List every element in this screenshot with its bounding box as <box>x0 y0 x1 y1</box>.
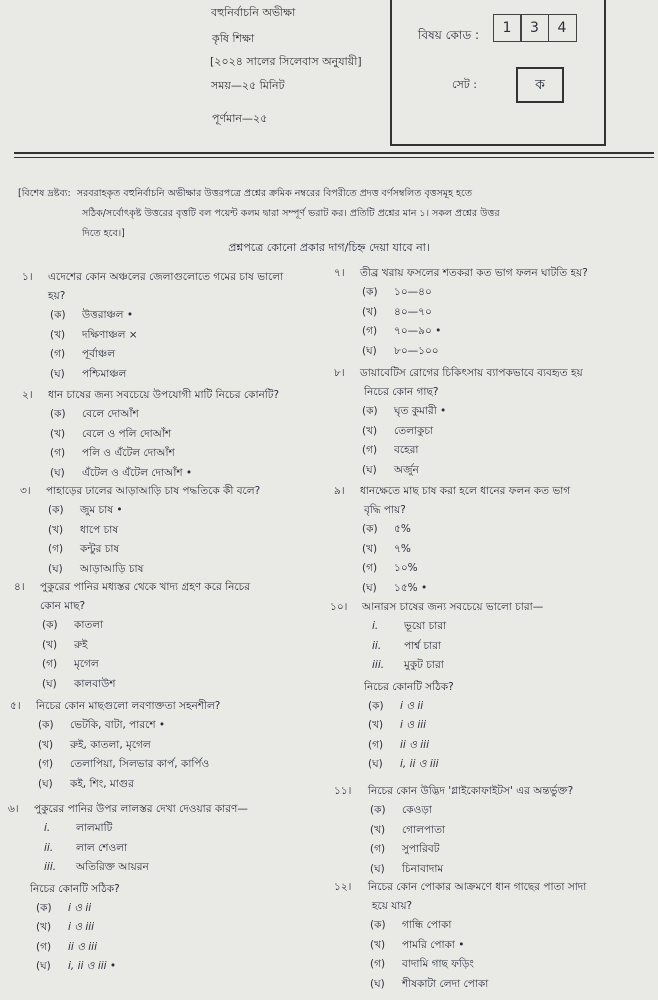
question-stem: পাহাড়ের ঢালের আড়াআড়ি চাষ পদ্ধতিকে কী বলে? <box>46 485 261 497</box>
option-kha: (খ) ৪০—৭০ <box>362 305 432 318</box>
question-6 <box>8 800 328 977</box>
option-ga: (গ) কন্টুর চাষ <box>48 543 120 556</box>
special-instructions <box>18 184 648 244</box>
statement-i: i. ভূয়ো চারা <box>372 620 447 633</box>
option-gha: (ঘ) ৮০—১০০ <box>362 344 439 357</box>
header-divider <box>14 152 654 154</box>
option-gha: (ঘ) এঁটেল ও এঁটেল দোআঁশ • <box>50 466 193 479</box>
question-number: ৩। <box>20 485 31 497</box>
option-ka: (ক) জুম চাষ • <box>48 504 123 517</box>
subject-code-label: বিষয় কোড : <box>418 28 480 42</box>
option-ka: (ক) ১০—৪০ <box>362 286 432 299</box>
option-ga: (গ) বাদামি গাছ ফড়িং <box>370 958 474 971</box>
exam-time: সময়—২৫ মিনিট <box>211 79 285 92</box>
question-ask: নিচের কোনটি সঠিক? <box>30 882 120 895</box>
option-ka: (ক) ভেটকি, বাটা, পারশে • <box>38 719 166 732</box>
question-stem: নিচের কোন মাছগুলো লবণাক্ততা সহনশীল? <box>36 700 221 712</box>
option-kha: (খ) i ও iii <box>36 921 95 934</box>
question-stem: হয়ে যায়? <box>372 900 413 912</box>
instructions-line-3: দিতে হবে।] <box>82 228 125 239</box>
instructions-line-2: সঠিক/সর্বোৎকৃষ্ট উত্তরের বৃত্তটি বল পয়েন্ট কলম দ্বারা সম্পূর্ণ ভরাট কর। প্রতিটি প্রশ্নের মান ১। সকল প্রশ্নের উত্তর <box>82 208 500 219</box>
question-stem: পুকুরের পানির উপর লালস্তর দেখা দেওয়ার কারণ— <box>34 803 248 815</box>
exam-type: বহুনির্বাচনি অভীক্ষা <box>211 6 296 19</box>
question-number: ১০। <box>330 601 348 613</box>
question-stem: কোন মাছ? <box>40 600 86 612</box>
option-kha: (খ) রুই, কাতলা, মৃগেল <box>38 738 151 751</box>
option-kha: (খ) দক্ষিণাঞ্চল × <box>50 328 138 341</box>
question-12 <box>334 878 654 994</box>
option-ga: (গ) তেলাপিয়া, সিলভার কার্প, কার্পিও <box>38 758 210 771</box>
question-number: ৯। <box>334 485 345 497</box>
full-marks: পূর্ণমান—২৫ <box>212 112 268 125</box>
option-ka: (ক) কেওড়া <box>370 804 432 817</box>
question-number: ৬। <box>8 803 19 815</box>
option-ga: (গ) পূর্বাঞ্চল <box>50 348 116 361</box>
question-stem: ধান চাষের জন্য সবচেয়ে উপযোগী মাটি নিচের কোনটি? <box>48 389 280 401</box>
instructions-label: [বিশেষ দ্রষ্টব্য: <box>18 188 71 199</box>
option-gha: (ঘ) চিনাবাদাম <box>370 862 444 875</box>
option-gha: (ঘ) কালবাউশ <box>42 677 116 690</box>
option-ga: (গ) ii ও iii <box>368 738 429 751</box>
option-gha: (ঘ) কই, শিং, মাগুর <box>38 777 134 790</box>
option-ga: (গ) ii ও iii <box>36 940 97 953</box>
option-ka: (ক) উত্তরাঞ্চল • <box>50 309 134 322</box>
set-value: ক <box>516 67 564 103</box>
question-stem: আনারস চাষের জন্য সবচেয়ে ভালো চারা— <box>362 601 544 613</box>
option-ka: (ক) গান্ধি পোকা <box>370 919 452 932</box>
statement-ii: ii. পার্শ্ব চারা <box>372 639 442 652</box>
question-10 <box>330 598 654 775</box>
question-stem: ডায়াবেটিস রোগের চিকিৎসায় ব্যাপকভাবে ব্যবহৃত হয় <box>360 367 583 379</box>
question-number: ১। <box>22 271 33 283</box>
statement-i: i. লালমাটি <box>44 822 113 835</box>
question-stem: নিচের কোন গাছ? <box>364 386 439 398</box>
question-number: ৫। <box>10 700 21 712</box>
question-number: ৮। <box>334 367 345 379</box>
question-stem: নিচের কোন উদ্ভিদ 'গ্লাইকোফাইটস' এর অন্তর্ভুক্ত? <box>368 785 574 797</box>
option-gha: (ঘ) শীষকাটা লেদা পোকা <box>370 977 489 990</box>
question-ask: নিচের কোনটি সঠিক? <box>364 680 454 693</box>
syllabus-note: [২০২৪ সালের সিলেবাস অনুযায়ী] <box>210 55 362 68</box>
question-11 <box>334 782 654 879</box>
statement-ii: ii. লাল শেওলা <box>44 841 128 854</box>
option-gha: (ঘ) i, ii ও iii <box>368 758 439 771</box>
question-number: ২। <box>22 389 33 401</box>
no-marks-warning: প্রশ্নপত্রে কোনো প্রকার দাগ/চিহ্ন দেয়া যাবে না। <box>228 241 430 254</box>
question-stem: পুকুরের পানির মধ্যস্তর থেকে খাদ্য গ্রহণ করে নিচের <box>40 581 251 593</box>
question-1 <box>22 268 322 384</box>
option-gha: (ঘ) অর্জুন <box>362 463 419 476</box>
option-kha: (খ) গোলপাতা <box>370 823 446 836</box>
subject-code-digit: 4 <box>548 14 577 42</box>
subject-code-cells <box>494 14 577 42</box>
option-ga: (গ) বহেরা <box>362 444 419 457</box>
question-number: ১১। <box>334 785 352 797</box>
question-number: ১২। <box>334 881 352 893</box>
option-ka: (ক) i ও ii <box>36 901 92 914</box>
subject-code-digit: 3 <box>520 14 549 42</box>
option-ga: (গ) পলি ও এঁটেল দোআঁশ <box>50 447 175 460</box>
question-stem: ধানক্ষেতে মাছ চাষ করা হলে ধানের ফলন কত ভাগ <box>360 485 571 497</box>
option-ga: (গ) মৃগেল <box>42 658 99 671</box>
statement-iii: iii. মুকুট চারা <box>372 659 444 672</box>
option-ga: (গ) ১০% <box>362 562 418 575</box>
option-kha: (খ) ৭% <box>362 542 411 555</box>
question-stem: নিচের কোন পোকার আক্রমণে ধান গাছের পাতা সাদা <box>368 881 587 893</box>
option-kha: (খ) তেলাকুচা <box>362 424 434 437</box>
option-ka: (ক) i ও ii <box>368 699 424 712</box>
option-ka: (ক) ঘৃত কুমারী • <box>362 405 447 418</box>
question-stem: বৃদ্ধি পায়? <box>364 504 406 516</box>
option-kha: (খ) পামরি পোকা • <box>370 938 465 951</box>
option-kha: (খ) বেলে ও পলি দোআঁশ <box>50 427 172 440</box>
question-stem: তীব্র খরায় ফসলের শতকরা কত ভাগ ফলন ঘাটতি হয়? <box>360 267 588 279</box>
option-ga: (গ) সুপারিবট <box>370 843 440 856</box>
statement-iii: iii. অতিরিক্ত আয়রন <box>44 861 149 874</box>
question-number: ৪। <box>14 581 25 593</box>
option-ka: (ক) বেলে দোআঁশ <box>50 408 139 421</box>
question-2 <box>22 386 322 483</box>
subject-title: কৃষি শিক্ষা <box>212 32 255 45</box>
question-5 <box>10 697 320 794</box>
option-gha: (ঘ) আড়াআড়ি চাষ <box>48 562 144 575</box>
option-gha: (ঘ) ১৫% • <box>362 581 428 594</box>
option-kha: (খ) ধাপে চাষ <box>48 523 119 536</box>
option-kha: (খ) রুই <box>42 638 88 651</box>
question-3 <box>20 482 320 579</box>
option-gha: (ঘ) পশ্চিমাঞ্চল <box>50 367 127 380</box>
option-ga: (গ) ৭০—৯০ • <box>362 325 442 338</box>
question-stem: এদেশের কোন অঞ্চলের জেলাগুলোতে গমের চাষ ভালো <box>48 271 284 283</box>
question-4 <box>14 578 324 694</box>
option-kha: (খ) i ও iii <box>368 719 427 732</box>
question-9 <box>334 482 654 598</box>
code-set-box <box>390 0 606 146</box>
option-gha: (ঘ) i, ii ও iii • <box>36 960 117 973</box>
option-ka: (ক) ৫% <box>362 523 411 536</box>
question-stem: হয়? <box>48 290 66 302</box>
header-divider-thin <box>14 157 654 158</box>
subject-code-digit: 1 <box>493 14 522 42</box>
instructions-line-1: সরবরাহকৃত বহুনির্বাচনি অভীক্ষার উত্তরপত্রে প্রশ্নের ক্রমিক নম্বরের বিপরীতে প্রদত্ত বর্ণসম্বলিত বৃত্তসমূহ হতে <box>76 188 472 199</box>
question-7 <box>334 264 654 361</box>
question-8 <box>334 364 654 480</box>
set-label: সেট : <box>452 78 477 91</box>
option-ka: (ক) কাতলা <box>42 619 104 632</box>
question-number: ৭। <box>334 267 345 279</box>
